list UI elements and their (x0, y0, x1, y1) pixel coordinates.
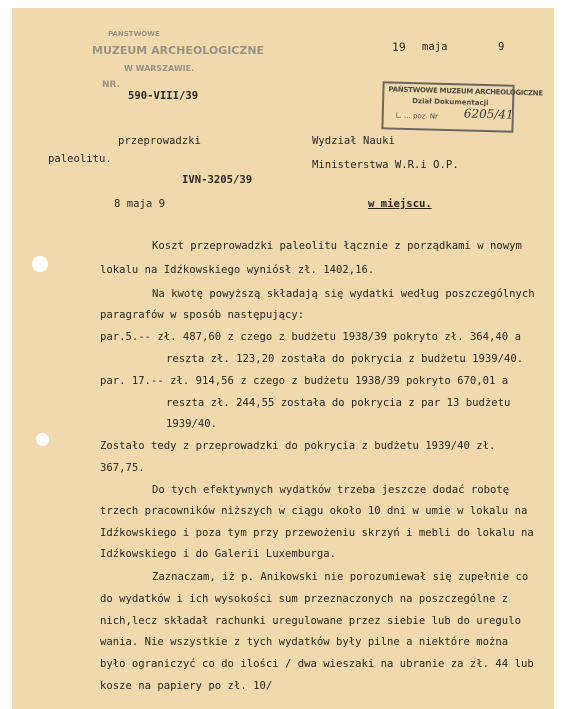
date-day: 19 (392, 40, 406, 54)
body-line-6: reszta zł. 123,20 została do pokrycia z budżetu 1939/40. (166, 353, 524, 365)
body-line-19: wania. Nie wszystkie z tych wydatków były pilne a niektóre można (100, 636, 509, 648)
body-line-5: par.5.-- zł. 487,60 z czego z budżetu 1938/39 pokryto zł. 364,40 a (100, 331, 521, 343)
subject-line-2: paleolitu. (48, 153, 112, 165)
body-line-14: Idźkowskiego i poza tym przy przewożeniu skrzyń i mebli do lokalu na (100, 527, 534, 539)
body-line-9: 1939/40. (166, 418, 218, 430)
registration-number: 590-VIII/39 (128, 90, 199, 102)
letter-page (12, 8, 554, 709)
body-line-12: Do tych efektywnych wydatków trzeba jeszcze dodać robotę (152, 484, 510, 496)
body-line-2: lokalu na Idźkowskiego wyniósł zł. 1402,16. (100, 264, 375, 276)
documentation-stamp-line2: Dział Dokumentacji (412, 97, 489, 108)
body-line-10: Zostało tedy z przeprowadzki do pokrycia z budżetu 1939/40 zł. (100, 440, 496, 452)
punch-hole-bottom (36, 433, 49, 446)
museum-stamp-nr-label: NR. (102, 80, 121, 90)
museum-stamp-name: MUZEUM ARCHEOLOGICZNE (92, 44, 265, 57)
date-month: maja (422, 41, 448, 53)
recipient-line-1: Wydział Nauki (312, 135, 395, 147)
body-line-7: par. 17.-- zł. 914,56 z czego z budżetu 1938/39 pokryto 670,01 a (100, 375, 509, 387)
punch-hole-top (32, 256, 48, 272)
museum-stamp-city: W WARSZAWIE. (124, 64, 195, 73)
body-line-17: do wydatków i ich wysokości sum przeznaczonych na poszczególne z (100, 593, 509, 605)
body-line-1: Koszt przeprowadzki paleolitu łącznie z porządkami w nowym (152, 240, 522, 252)
documentation-stamp (381, 81, 543, 132)
reference-number: IVN-3205/39 (182, 174, 253, 186)
documentation-stamp-line1: PAŃSTWOWE MUZEUM ARCHEOLOGICZNE (388, 85, 543, 98)
body-line-3: Na kwotę powyższą składają się wydatki według poszczególnych (152, 288, 535, 300)
body-line-18: nich,lecz składał rachunki uregulowane przez siebie lub do uregulo (100, 615, 521, 627)
body-line-21: kosze na papiery po zł. 10/ (100, 680, 273, 692)
reference-date: 8 maja 9 (114, 198, 166, 210)
documentation-stamp-line3: L. ... poz. Nr (395, 111, 439, 121)
body-line-16: Zaznaczam, iż p. Anikowski nie porozumiewał się zupełnie co (152, 571, 529, 583)
museum-stamp: PAŃSTWOWE (108, 30, 160, 38)
body-line-11: 367,75. (100, 462, 145, 474)
subject-line-1: przeprowadzki (118, 135, 201, 147)
handwritten-document-number: 6205/41 (463, 106, 514, 122)
recipient-line-3: w miejscu. (368, 198, 432, 210)
recipient-line-2: Ministerstwa W.R.i O.P. (312, 159, 459, 171)
body-line-4: paragrafów w sposób następujący: (100, 309, 305, 321)
date-year: 9 (498, 41, 505, 53)
body-line-8: reszta zł. 244,55 została do pokrycia z par 13 budżetu (166, 397, 511, 409)
body-line-15: Idźkowskiego i do Galerii Luxemburga. (100, 548, 336, 560)
body-line-13: trzech pracowników niższych w ciągu około 10 dni w umie w lokalu na (100, 505, 528, 517)
body-line-20: było ograniczyć co do ilości / dwa wieszaki na ubranie za zł. 44 lub (100, 658, 534, 670)
